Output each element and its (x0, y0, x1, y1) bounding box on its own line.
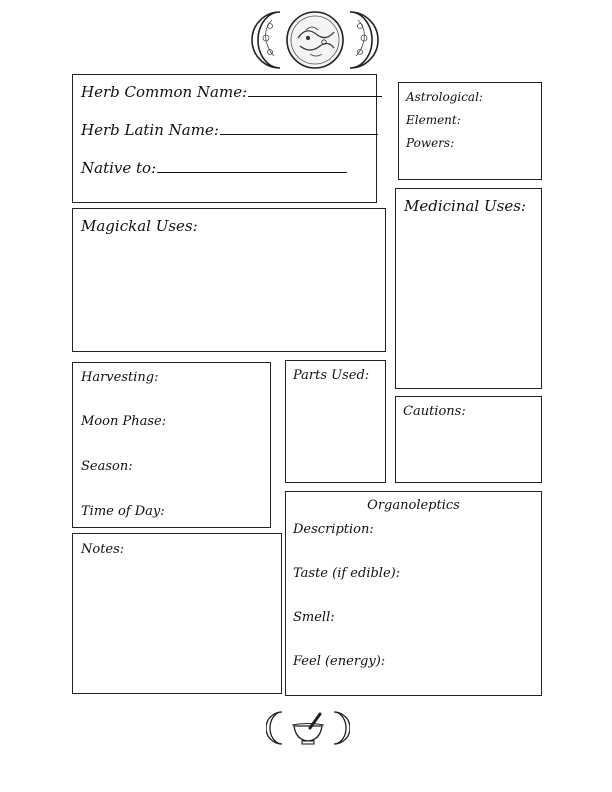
harvesting-label: Harvesting: (81, 370, 159, 385)
medicinal-uses-label: Medicinal Uses: (404, 197, 526, 215)
moon-mortar-pestle-icon (266, 710, 350, 746)
parts-used-label: Parts Used: (293, 368, 370, 383)
organoleptics-title: Organoleptics (367, 498, 460, 513)
astrological-box[interactable] (398, 82, 542, 180)
common-name-field[interactable] (248, 84, 382, 97)
latin-name-field[interactable] (220, 122, 378, 135)
cautions-box[interactable] (395, 396, 542, 483)
element-label: Element: (406, 113, 461, 127)
astrological-label: Astrological: (406, 90, 483, 104)
smell-label: Smell: (293, 610, 335, 625)
moon-phase-label: Moon Phase: (81, 414, 167, 429)
common-name-label: Herb Common Name: (81, 83, 248, 101)
harvesting-box[interactable] (72, 362, 271, 528)
medicinal-uses-box[interactable] (395, 188, 542, 389)
magickal-uses-label: Magickal Uses: (81, 217, 198, 235)
cautions-label: Cautions: (403, 404, 466, 419)
organoleptics-box[interactable] (285, 491, 542, 696)
native-to-field[interactable] (157, 160, 347, 173)
season-label: Season: (81, 459, 133, 474)
taste-label: Taste (if edible): (293, 566, 401, 581)
powers-label: Powers: (406, 136, 455, 150)
time-of-day-label: Time of Day: (81, 504, 165, 519)
description-label: Description: (293, 522, 374, 537)
feel-label: Feel (energy): (293, 654, 386, 669)
latin-name-label: Herb Latin Name: (81, 121, 219, 139)
magickal-uses-box[interactable] (72, 208, 386, 352)
herb-info-box (72, 74, 377, 203)
parts-used-box[interactable] (285, 360, 386, 483)
notes-label: Notes: (81, 542, 125, 557)
triple-moon-icon (250, 8, 380, 72)
notes-box[interactable] (72, 533, 282, 694)
native-to-label: Native to: (81, 159, 157, 177)
